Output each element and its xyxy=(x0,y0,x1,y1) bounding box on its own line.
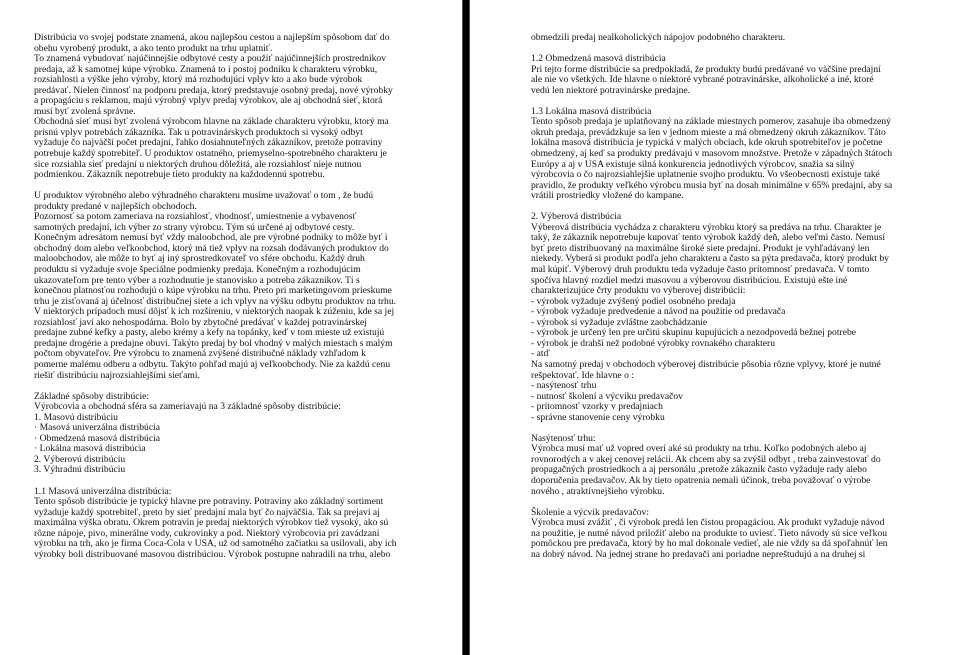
text-line: - výrobok je určený len pre určitú skupinu kupujúcich a nezodpovedá bežnej potrebe xyxy=(531,327,857,339)
text-line: a propagáciu s reklamou, majú výrobný vplyv predaj výrobkov, ale aj obchodná sieť, ktorá xyxy=(34,95,383,107)
text-line: samotných predajní, ich výber zo strany výrobcu. Tým sú určené aj odbytové cesty. xyxy=(34,221,355,233)
text-line: Obchodná sieť musí byť zvolená výrobcom hlavne na základe charakteru výrobku, ktorý ma xyxy=(34,116,389,128)
right-page xyxy=(470,0,955,655)
text-line: na dobrý návod. Na jednej strane ho predavači ani poriadne nepreštudujú a na druhej si xyxy=(531,548,866,560)
text-line: · Lokálna masová distribúcia xyxy=(34,443,146,455)
text-line: produkty predané v najlepších obchodoch. xyxy=(34,200,197,212)
text-line: Tento spôsob distribúcie je typický hlavne pre potraviny. Potraviny ako základný sortiment xyxy=(34,496,384,508)
text-line: Pozornosť sa potom zameriava na rozsiahlosť, vhodnosť, umiestnenie a vybavenosť xyxy=(34,211,357,223)
text-line: 2. Výberovú distribúciu xyxy=(34,453,126,465)
text-line: vyžaduje každý spotrebiteľ, preto by sieť predajní mala byť čo najväčšia. Tak sa prejaví aj xyxy=(34,506,380,518)
text-line: byť preto distribuovaný na maximálne široké siete predajní. Produkt je vyhľadávaný len xyxy=(531,242,870,254)
text-line: Výrobca musí zvážiť , či výrobok predá len čistou propagáciou. Ak produkt vyžaduje návod xyxy=(531,517,885,529)
text-line: Na samotný predaj v obchodoch výberovej distribúcie pôsobia rôzne vplyvy, ktoré je nutné xyxy=(531,358,881,370)
text-line: riešiť distribúciu najrozsiahlejšími sieťami. xyxy=(34,369,200,381)
text-line: ale nie vo všetkých. Ide hlavne o niektoré vybrané potravinárske, alkoholické a iné, ktoré xyxy=(531,74,874,86)
text-line: spočíva hlavný rozdiel medzi masovou a výberovou distribúciou. Existujú ešte iné xyxy=(531,274,848,286)
text-line: Pri tejto forme distribúcie sa predpokladá, že produkty budú predávané vo väčšine predajní xyxy=(531,63,881,75)
text-line: propagačných prostriedkoch a aj personálu ,pretože zákazník často vyžaduje rady alebo xyxy=(531,464,867,476)
text-line: lokálna masová distribúcia je typická v malých obciach, kde okruh spotrebiteľov je početne xyxy=(531,137,883,149)
text-line: Európy a aj v USA existuje silná konkurencia jednotlivých výrobcov, snažia sa silný xyxy=(531,158,855,170)
right-page-text xyxy=(531,33,941,560)
text-line: doporučenia predavačov. Ak by tieto opatrenia nemali účinok, treba považovať o výrobe xyxy=(531,474,871,486)
text-line: obchodný dom alebo veľkoobchod, ktorý má tiež vplyv na rozsah dodávaných produktov do xyxy=(34,242,389,254)
text-line: 3. Výhradnú distribúciu xyxy=(34,464,126,476)
text-line: To znamená vybudovať najúčinnejšie odbytové cesty a použiť najúčinnejších prostredníkov xyxy=(34,53,387,65)
left-page-text xyxy=(34,33,434,560)
left-page xyxy=(0,0,462,655)
text-line: Distribúcia vo svojej podstate znamená, akou najlepšou cestou a najlepším spôsobom dať do xyxy=(34,32,390,43)
blank-line xyxy=(34,381,434,392)
text-line: - správne stanovenie ceny výrobku xyxy=(531,411,665,423)
text-line: - atď xyxy=(531,348,550,360)
text-line: charakterizujúce črty produktu vo výberovej distribúcii: xyxy=(531,285,746,297)
text-line: niekedy. Vyberá si produkt podľa jeho charakteru a často sa pýta predavača, ktorý produkt by xyxy=(531,253,889,265)
text-line: musí byť zvolená správne. xyxy=(34,105,136,117)
text-line: rôzne nápoje, pivo, minerálne vody, cukrovinky a pod. Niektorý výrobcovia pri zavádzaní xyxy=(34,527,380,539)
blank-line xyxy=(34,476,434,487)
text-line: U produktov výrobného alebo výhradného charakteru musíme uvažovať o tom , že budú xyxy=(34,190,373,202)
text-line: vyžaduje čo najväčší počet predajní, ľahko dosiahnuteľných zákazníkov, pretože potraviny xyxy=(34,137,383,149)
text-line: obehu vyrobený produkt, a ako tento produkt na trhu uplatniť. xyxy=(34,42,273,54)
text-line: vedú len niektoré potravinárske predajne. xyxy=(531,84,691,96)
text-line: Výberová distribúcia vychádza z charakteru výrobku ktorý sa predáva na trhu. Charakter je xyxy=(531,221,882,233)
text-line: taký, že zákazník nepotrebuje kupovať tento výrobok každý deň, alebo veľmi často. Nemusí xyxy=(531,232,886,244)
text-line: počtom obyvateľov. Pre výrobcu to znamená zvýšené distribučné náklady vzhľadom k xyxy=(34,348,366,360)
text-line: rozsiahlosti a výške jeho výroby, ktorý má rozhodujúci vplyv kto a ako bude výrobok xyxy=(34,74,363,86)
text-line: 2. Výberová distribúcia xyxy=(531,211,622,223)
text-line: prísnú vplyv potrebách zákazníka. Tak u potravinárskych produktoch si vysoký odbyt xyxy=(34,126,363,138)
text-line: pomerne malému odberu a odbytu. Takýto pohľad majú aj veľkoobchody. Nie za každú cenu xyxy=(34,358,391,370)
page-gutter xyxy=(462,0,470,655)
text-line: mal kúpiť. Výberový druh produktu teda vyžaduje často prítomnosť predavača. V tomto xyxy=(531,264,870,276)
text-line: Výrobcovia a obchodná sféra sa zameriavajú na 3 základné spôsoby distribúcie: xyxy=(34,401,341,413)
text-line: obmedzený, aj keď sa produkty predávajú v masovom množstve. Pretože v západných štátoch xyxy=(531,148,893,160)
text-line: - prítomnosť vzorky v predajniach xyxy=(531,401,663,413)
text-line: maloobchodov, ale môže to byť aj iný sprostredkovateľ vo sfére obchodu. Každý druh xyxy=(34,253,365,265)
text-line: - výrobok vyžaduje zvýšený podiel osobného predaja xyxy=(531,295,736,307)
text-line: - výrobok vyžaduje predvedenie a návod na použitie od predavača xyxy=(531,306,786,318)
text-line: predávať. Nielen činnosť na podporu predaja, ktorý predstavuje osobný predaj, nové výrobky xyxy=(34,84,393,96)
text-line: okruh predaja, prevádzkuje sa len v jednom mieste a má obmedzený okruh zákazníkov. Táto xyxy=(531,126,886,138)
text-line: nového , atraktívnejšieho výrobku. xyxy=(531,485,665,497)
text-line: predajne zubné kefky a pasty, alebo krémy a kefy na topánky, keď v tom mieste už existujú xyxy=(34,327,385,339)
text-line: predajne drogérie a predajne obuvi. Takýto predaj by bol vhodný v malých miestach s malým xyxy=(34,337,393,349)
text-line: Základné spôsoby distribúcie: xyxy=(34,390,150,402)
text-line: 1.2 Obmedzená masová distribúcia xyxy=(531,53,666,65)
text-line: predaja, až k samotnej kúpe výrobku. Znamená to i postoj podniku k charakteru výrobku, xyxy=(34,63,378,75)
text-line: výrobcovia o čo najrozsiahlejšie uplatnenie svojho produktu. Vo všeobecnosti existuje také xyxy=(531,169,880,181)
text-line: pravidlo, že produkty veľkého výrobcu musia byť na dosah minimálne v 65% predajní, aby sa xyxy=(531,179,893,191)
text-line: výrobku na trh, ako je firma Coca-Cola v USA, už od samotného začiatku sa usilovali, aby ich xyxy=(34,538,397,550)
text-line: Tento spôsob predaja je uplatňovaný na základe miestnych pomerov, zasahuje iba obmedzený xyxy=(531,116,891,128)
text-line: trhu je zisťovaná aj účelnosť distribučnej siete a ich vplyv na výšku odbytu produktov na trhu. xyxy=(34,295,397,307)
text-line: · Masová univerzálna distribúcia xyxy=(34,422,161,434)
text-line: - výrobok si vyžaduje zvláštne zaobchádzanie xyxy=(531,316,708,328)
text-line: maximálna výška obratu. Okrem potravín je predaj niektorých výrobkov tiež vysoký, ako sú xyxy=(34,517,389,529)
text-line: Nasýtenosť trhu: xyxy=(531,432,596,444)
text-line: · Obmedzená masová distribúcia xyxy=(34,432,161,444)
text-line: sice rozsiahla sieť predajní u niektorých druhou dôležitá, ale rozsiahlosť nieje nutnou xyxy=(34,158,362,170)
text-line: výrobky boli distribuované masovou distribúciou. Výrobok postupne nahradili na trhu, alebo xyxy=(34,548,391,560)
text-line: ukazovateľom pre tento výber a rozhodnutie je stanovisko a potreba zákazníkov. Tí s xyxy=(34,274,360,286)
text-line: 1.3 Lokálna masová distribúcia xyxy=(531,105,652,117)
text-line: 1. Masovú distribúciu xyxy=(34,411,118,423)
text-line: potrebuje každý spotrebiteľ. U produktov ostatného, priemyselno-spotrebného charakteru je xyxy=(34,148,387,160)
text-line: produktu si vyžaduje svoje špeciálne podmienky predaja. Konečným a rozhodujúcim xyxy=(34,264,361,276)
text-line: podmienkou. Zákazník nepotrebuje tieto produkty na každodennú spotrebu. xyxy=(34,169,325,181)
text-line: Školenie a výcvik predavačov: xyxy=(531,506,650,518)
text-line: rešpektovať. Ide hlavne o : xyxy=(531,369,634,381)
text-line: obmedzili predaj nealkoholických nápojov podobného charakteru. xyxy=(531,32,786,43)
text-line: 1.1 Masová univerzálna distribúcia: xyxy=(34,485,172,497)
text-line: V niektorých prípadoch musí dôjsť k ich rozšíreniu, v niektorých naopak k zúženiu, kde sa jej xyxy=(34,306,395,318)
text-line: konečnou platnosťou rozhodujú o kúpe výrobku na trhu. Preto pri marketingovom prieskume xyxy=(34,285,392,297)
text-line: rovnorodých a v akej cenovej relácii. Ak chcem aby sa zvýšil odbyt , treba zainvestovať do xyxy=(531,453,881,465)
text-line: - nasýtenosť trhu xyxy=(531,380,597,392)
text-line: vrátili prostriedky vložené do kampane. xyxy=(531,190,684,202)
text-line: rozsiahlosť javí ako nehospodárna. Bolo by zbytočné predávať v každej potravinárskej xyxy=(34,316,367,328)
text-line: na použitie, je nutné návod priložiť alebo na produkte to uviesť. Tieto návody sú sice veľkou xyxy=(531,527,888,539)
text-line: - nutnosť školení a výcviku predavačov xyxy=(531,390,683,402)
text-line: pomôckou pre predavača, ktorý by ho mal dokonale vedieť, ale nie vždy sa dá spoľahnúť len xyxy=(531,538,888,550)
text-line: - výrobok je drahší než podobné výrobky rovnakého charakteru xyxy=(531,337,776,349)
text-line: Konečným adresátom nemusí byť vždy maloobchod, ale pre výrobné podniky to môže byť i xyxy=(34,232,388,244)
text-line: Výrobca musí mať už vopred overí aké sú produkty na trhu. Koľko podobných alebo aj xyxy=(531,443,867,455)
